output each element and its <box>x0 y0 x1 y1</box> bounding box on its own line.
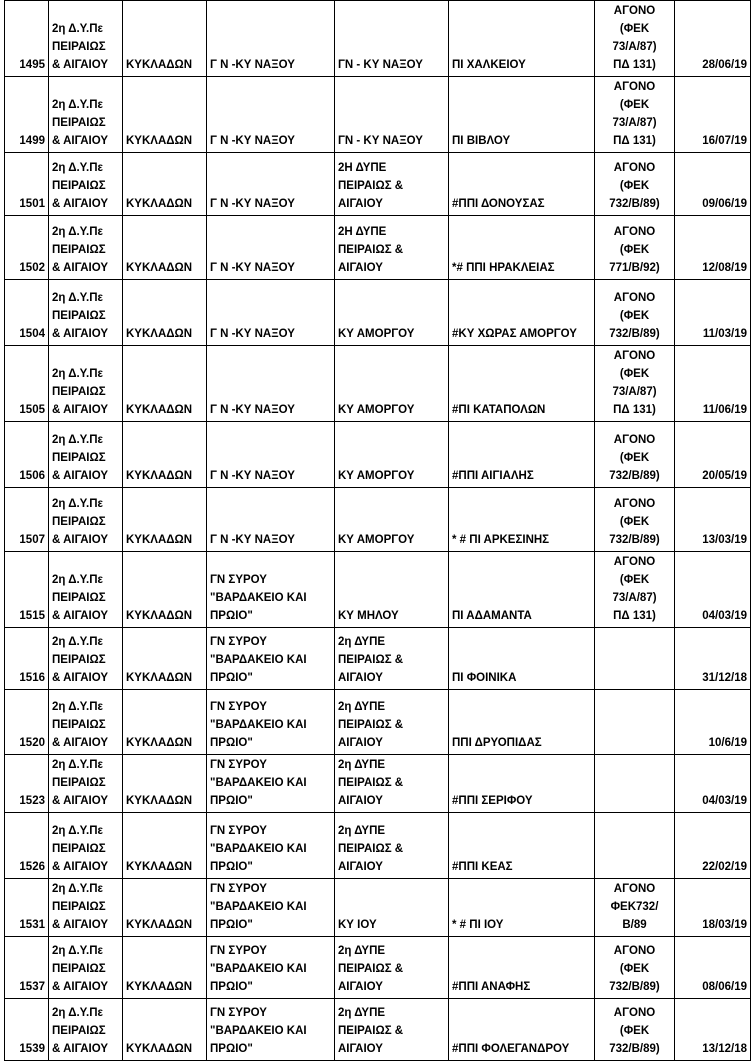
post-cell: #ΚΥ ΧΩΡΑΣ ΑΜΟΡΓΟΥ <box>449 280 595 346</box>
table-row <box>5 422 751 488</box>
date-cell: 28/06/19 <box>675 1 751 77</box>
health-unit-cell: 2η ΔΥΠΕ ΠΕΙΡΑΙΩΣ & ΑΙΓΑΙΟΥ <box>335 999 449 1061</box>
post-cell: #ΠΠΙ ΣΕΡΙΦΟΥ <box>449 755 595 813</box>
status-cell: ΑΓΟΝΟ (ΦΕΚ 73/Α/87) ΠΔ 131) <box>595 346 675 422</box>
health-region-cell: 2η Δ.Υ.Πε ΠΕΙΡΑΙΩΣ & ΑΙΓΑΙΟΥ <box>49 77 123 153</box>
status-cell: ΑΓΟΝΟ (ΦΕΚ 732/Β/89) <box>595 488 675 552</box>
status-cell: ΑΓΟΝΟ (ΦΕΚ 73/Α/87) ΠΔ 131) <box>595 1 675 77</box>
prefecture-cell: ΚΥΚΛΑΔΩΝ <box>123 77 207 153</box>
hospital-cell: Γ Ν -ΚΥ ΝΑΞΟΥ <box>207 153 335 216</box>
status-cell: ΑΓΟΝΟ ΦΕΚ732/ Β/89 <box>595 879 675 937</box>
health-unit-cell: 2Η ΔΥΠΕ ΠΕΙΡΑΙΩΣ & ΑΙΓΑΙΟΥ <box>335 216 449 280</box>
hospital-cell: Γ Ν -ΚΥ ΝΑΞΟΥ <box>207 280 335 346</box>
date-cell: 04/03/19 <box>675 552 751 628</box>
status-cell <box>595 628 675 690</box>
hospital-cell: ΓΝ ΣΥΡΟΥ "ΒΑΡΔΑΚΕΙΟ ΚΑΙ ΠΡΩΙΟ" <box>207 755 335 813</box>
row-number-cell: 1526 <box>5 813 49 879</box>
hospital-cell: Γ Ν -ΚΥ ΝΑΞΟΥ <box>207 1 335 77</box>
post-cell: * # ΠΙ ΙΟΥ <box>449 879 595 937</box>
health-unit-cell: ΚΥ ΑΜΟΡΓΟΥ <box>335 422 449 488</box>
table-row <box>5 628 751 690</box>
health-region-cell: 2η Δ.Υ.Πε ΠΕΙΡΑΙΩΣ & ΑΙΓΑΙΟΥ <box>49 422 123 488</box>
row-number-cell: 1505 <box>5 346 49 422</box>
health-unit-cell: 2η ΔΥΠΕ ΠΕΙΡΑΙΩΣ & ΑΙΓΑΙΟΥ <box>335 628 449 690</box>
status-cell: ΑΓΟΝΟ (ΦΕΚ 732/Β/89) <box>595 999 675 1061</box>
health-unit-cell: ΚΥ ΜΗΛΟΥ <box>335 552 449 628</box>
prefecture-cell: ΚΥΚΛΑΔΩΝ <box>123 346 207 422</box>
health-unit-cell: ΓΝ - ΚΥ ΝΑΞΟΥ <box>335 1 449 77</box>
hospital-cell: ΓΝ ΣΥΡΟΥ "ΒΑΡΔΑΚΕΙΟ ΚΑΙ ΠΡΩΙΟ" <box>207 628 335 690</box>
status-cell: ΑΓΟΝΟ (ΦΕΚ 732/Β/89) <box>595 937 675 999</box>
row-number-cell: 1539 <box>5 999 49 1061</box>
prefecture-cell: ΚΥΚΛΑΔΩΝ <box>123 488 207 552</box>
table-row <box>5 280 751 346</box>
hospital-cell: Γ Ν -ΚΥ ΝΑΞΟΥ <box>207 77 335 153</box>
health-unit-cell: 2η ΔΥΠΕ ΠΕΙΡΑΙΩΣ & ΑΙΓΑΙΟΥ <box>335 813 449 879</box>
health-region-cell: 2η Δ.Υ.Πε ΠΕΙΡΑΙΩΣ & ΑΙΓΑΙΟΥ <box>49 346 123 422</box>
row-number-cell: 1502 <box>5 216 49 280</box>
health-region-cell: 2η Δ.Υ.Πε ΠΕΙΡΑΙΩΣ & ΑΙΓΑΙΟΥ <box>49 153 123 216</box>
post-cell: ΠΠΙ ΔΡΥΟΠΙΔΑΣ <box>449 690 595 755</box>
table-row <box>5 813 751 879</box>
date-cell: 13/12/18 <box>675 999 751 1061</box>
health-region-cell: 2η Δ.Υ.Πε ΠΕΙΡΑΙΩΣ & ΑΙΓΑΙΟΥ <box>49 937 123 999</box>
status-cell <box>595 813 675 879</box>
health-region-cell: 2η Δ.Υ.Πε ΠΕΙΡΑΙΩΣ & ΑΙΓΑΙΟΥ <box>49 755 123 813</box>
row-number-cell: 1516 <box>5 628 49 690</box>
hospital-cell: ΓΝ ΣΥΡΟΥ "ΒΑΡΔΑΚΕΙΟ ΚΑΙ ΠΡΩΙΟ" <box>207 999 335 1061</box>
table-row <box>5 77 751 153</box>
post-cell: #ΠΙ ΚΑΤΑΠΟΛΩΝ <box>449 346 595 422</box>
table-row <box>5 999 751 1061</box>
date-cell: 13/03/19 <box>675 488 751 552</box>
row-number-cell: 1506 <box>5 422 49 488</box>
prefecture-cell: ΚΥΚΛΑΔΩΝ <box>123 422 207 488</box>
prefecture-cell: ΚΥΚΛΑΔΩΝ <box>123 999 207 1061</box>
post-cell: ΠΙ ΦΟΙΝΙΚΑ <box>449 628 595 690</box>
post-cell: ΠΙ ΑΔΑΜΑΝΤΑ <box>449 552 595 628</box>
health-unit-cell: ΚΥ ΙΟΥ <box>335 879 449 937</box>
table-row <box>5 153 751 216</box>
health-unit-cell: 2η ΔΥΠΕ ΠΕΙΡΑΙΩΣ & ΑΙΓΑΙΟΥ <box>335 755 449 813</box>
table-row <box>5 1 751 77</box>
hospital-cell: Γ Ν -ΚΥ ΝΑΞΟΥ <box>207 216 335 280</box>
date-cell: 20/05/19 <box>675 422 751 488</box>
post-cell: *# ΠΠΙ ΗΡΑΚΛΕΙΑΣ <box>449 216 595 280</box>
table-row <box>5 346 751 422</box>
health-region-cell: 2η Δ.Υ.Πε ΠΕΙΡΑΙΩΣ & ΑΙΓΑΙΟΥ <box>49 879 123 937</box>
health-region-cell: 2η Δ.Υ.Πε ΠΕΙΡΑΙΩΣ & ΑΙΓΑΙΟΥ <box>49 280 123 346</box>
hospital-cell: Γ Ν -ΚΥ ΝΑΞΟΥ <box>207 422 335 488</box>
date-cell: 11/03/19 <box>675 280 751 346</box>
status-cell: ΑΓΟΝΟ (ΦΕΚ 732/Β/89) <box>595 280 675 346</box>
prefecture-cell: ΚΥΚΛΑΔΩΝ <box>123 813 207 879</box>
health-unit-cell: 2η ΔΥΠΕ ΠΕΙΡΑΙΩΣ & ΑΙΓΑΙΟΥ <box>335 690 449 755</box>
date-cell: 18/03/19 <box>675 879 751 937</box>
table-body <box>5 1 751 1061</box>
health-unit-cell: 2Η ΔΥΠΕ ΠΕΙΡΑΙΩΣ & ΑΙΓΑΙΟΥ <box>335 153 449 216</box>
prefecture-cell: ΚΥΚΛΑΔΩΝ <box>123 280 207 346</box>
row-number-cell: 1515 <box>5 552 49 628</box>
hospital-cell: ΓΝ ΣΥΡΟΥ "ΒΑΡΔΑΚΕΙΟ ΚΑΙ ΠΡΩΙΟ" <box>207 813 335 879</box>
table-row <box>5 552 751 628</box>
row-number-cell: 1499 <box>5 77 49 153</box>
post-cell: #ΠΠΙ ΦΟΛΕΓΑΝΔΡΟΥ <box>449 999 595 1061</box>
date-cell: 22/02/19 <box>675 813 751 879</box>
status-cell <box>595 755 675 813</box>
row-number-cell: 1520 <box>5 690 49 755</box>
date-cell: 31/12/18 <box>675 628 751 690</box>
hospital-cell: Γ Ν -ΚΥ ΝΑΞΟΥ <box>207 346 335 422</box>
status-cell: ΑΓΟΝΟ (ΦΕΚ 73/Α/87) ΠΔ 131) <box>595 77 675 153</box>
table-row <box>5 488 751 552</box>
health-region-cell: 2η Δ.Υ.Πε ΠΕΙΡΑΙΩΣ & ΑΙΓΑΙΟΥ <box>49 628 123 690</box>
row-number-cell: 1531 <box>5 879 49 937</box>
row-number-cell: 1537 <box>5 937 49 999</box>
prefecture-cell: ΚΥΚΛΑΔΩΝ <box>123 153 207 216</box>
row-number-cell: 1504 <box>5 280 49 346</box>
date-cell: 09/06/19 <box>675 153 751 216</box>
row-number-cell: 1495 <box>5 1 49 77</box>
status-cell <box>595 690 675 755</box>
health-region-cell: 2η Δ.Υ.Πε ΠΕΙΡΑΙΩΣ & ΑΙΓΑΙΟΥ <box>49 690 123 755</box>
health-unit-cell: 2η ΔΥΠΕ ΠΕΙΡΑΙΩΣ & ΑΙΓΑΙΟΥ <box>335 937 449 999</box>
table-row <box>5 937 751 999</box>
prefecture-cell: ΚΥΚΛΑΔΩΝ <box>123 552 207 628</box>
post-cell: #ΠΠΙ ΚΕΑΣ <box>449 813 595 879</box>
prefecture-cell: ΚΥΚΛΑΔΩΝ <box>123 628 207 690</box>
post-cell: ΠΙ ΒΙΒΛΟΥ <box>449 77 595 153</box>
table-row <box>5 690 751 755</box>
health-region-cell: 2η Δ.Υ.Πε ΠΕΙΡΑΙΩΣ & ΑΙΓΑΙΟΥ <box>49 999 123 1061</box>
hospital-cell: ΓΝ ΣΥΡΟΥ "ΒΑΡΔΑΚΕΙΟ ΚΑΙ ΠΡΩΙΟ" <box>207 690 335 755</box>
prefecture-cell: ΚΥΚΛΑΔΩΝ <box>123 1 207 77</box>
post-cell: * # ΠΙ ΑΡΚΕΣΙΝΗΣ <box>449 488 595 552</box>
date-cell: 10/6/19 <box>675 690 751 755</box>
row-number-cell: 1523 <box>5 755 49 813</box>
prefecture-cell: ΚΥΚΛΑΔΩΝ <box>123 937 207 999</box>
date-cell: 12/08/19 <box>675 216 751 280</box>
status-cell: ΑΓΟΝΟ (ΦΕΚ 732/Β/89) <box>595 153 675 216</box>
health-unit-cell: ΓΝ - ΚΥ ΝΑΞΟΥ <box>335 77 449 153</box>
date-cell: 08/06/19 <box>675 937 751 999</box>
post-cell: #ΠΠΙ ΑΙΓΙΑΛΗΣ <box>449 422 595 488</box>
prefecture-cell: ΚΥΚΛΑΔΩΝ <box>123 879 207 937</box>
row-number-cell: 1501 <box>5 153 49 216</box>
health-unit-cell: ΚΥ ΑΜΟΡΓΟΥ <box>335 280 449 346</box>
vacancies-table <box>4 0 751 1061</box>
health-unit-cell: ΚΥ ΑΜΟΡΓΟΥ <box>335 488 449 552</box>
health-region-cell: 2η Δ.Υ.Πε ΠΕΙΡΑΙΩΣ & ΑΙΓΑΙΟΥ <box>49 488 123 552</box>
hospital-cell: ΓΝ ΣΥΡΟΥ "ΒΑΡΔΑΚΕΙΟ ΚΑΙ ΠΡΩΙΟ" <box>207 937 335 999</box>
health-unit-cell: ΚΥ ΑΜΟΡΓΟΥ <box>335 346 449 422</box>
prefecture-cell: ΚΥΚΛΑΔΩΝ <box>123 755 207 813</box>
table-row <box>5 879 751 937</box>
status-cell: ΑΓΟΝΟ (ΦΕΚ 771/Β/92) <box>595 216 675 280</box>
health-region-cell: 2η Δ.Υ.Πε ΠΕΙΡΑΙΩΣ & ΑΙΓΑΙΟΥ <box>49 813 123 879</box>
health-region-cell: 2η Δ.Υ.Πε ΠΕΙΡΑΙΩΣ & ΑΙΓΑΙΟΥ <box>49 216 123 280</box>
prefecture-cell: ΚΥΚΛΑΔΩΝ <box>123 216 207 280</box>
post-cell: #ΠΠΙ ΔΟΝΟΥΣΑΣ <box>449 153 595 216</box>
date-cell: 04/03/19 <box>675 755 751 813</box>
hospital-cell: ΓΝ ΣΥΡΟΥ "ΒΑΡΔΑΚΕΙΟ ΚΑΙ ΠΡΩΙΟ" <box>207 879 335 937</box>
prefecture-cell: ΚΥΚΛΑΔΩΝ <box>123 690 207 755</box>
date-cell: 11/06/19 <box>675 346 751 422</box>
health-region-cell: 2η Δ.Υ.Πε ΠΕΙΡΑΙΩΣ & ΑΙΓΑΙΟΥ <box>49 1 123 77</box>
post-cell: #ΠΠΙ ΑΝΑΦΗΣ <box>449 937 595 999</box>
table-row <box>5 755 751 813</box>
hospital-cell: ΓΝ ΣΥΡΟΥ "ΒΑΡΔΑΚΕΙΟ ΚΑΙ ΠΡΩΙΟ" <box>207 552 335 628</box>
health-region-cell: 2η Δ.Υ.Πε ΠΕΙΡΑΙΩΣ & ΑΙΓΑΙΟΥ <box>49 552 123 628</box>
row-number-cell: 1507 <box>5 488 49 552</box>
post-cell: ΠΙ ΧΑΛΚΕΙΟΥ <box>449 1 595 77</box>
hospital-cell: Γ Ν -ΚΥ ΝΑΞΟΥ <box>207 488 335 552</box>
table-row <box>5 216 751 280</box>
status-cell: ΑΓΟΝΟ (ΦΕΚ 732/Β/89) <box>595 422 675 488</box>
status-cell: ΑΓΟΝΟ (ΦΕΚ 73/Α/87) ΠΔ 131) <box>595 552 675 628</box>
date-cell: 16/07/19 <box>675 77 751 153</box>
